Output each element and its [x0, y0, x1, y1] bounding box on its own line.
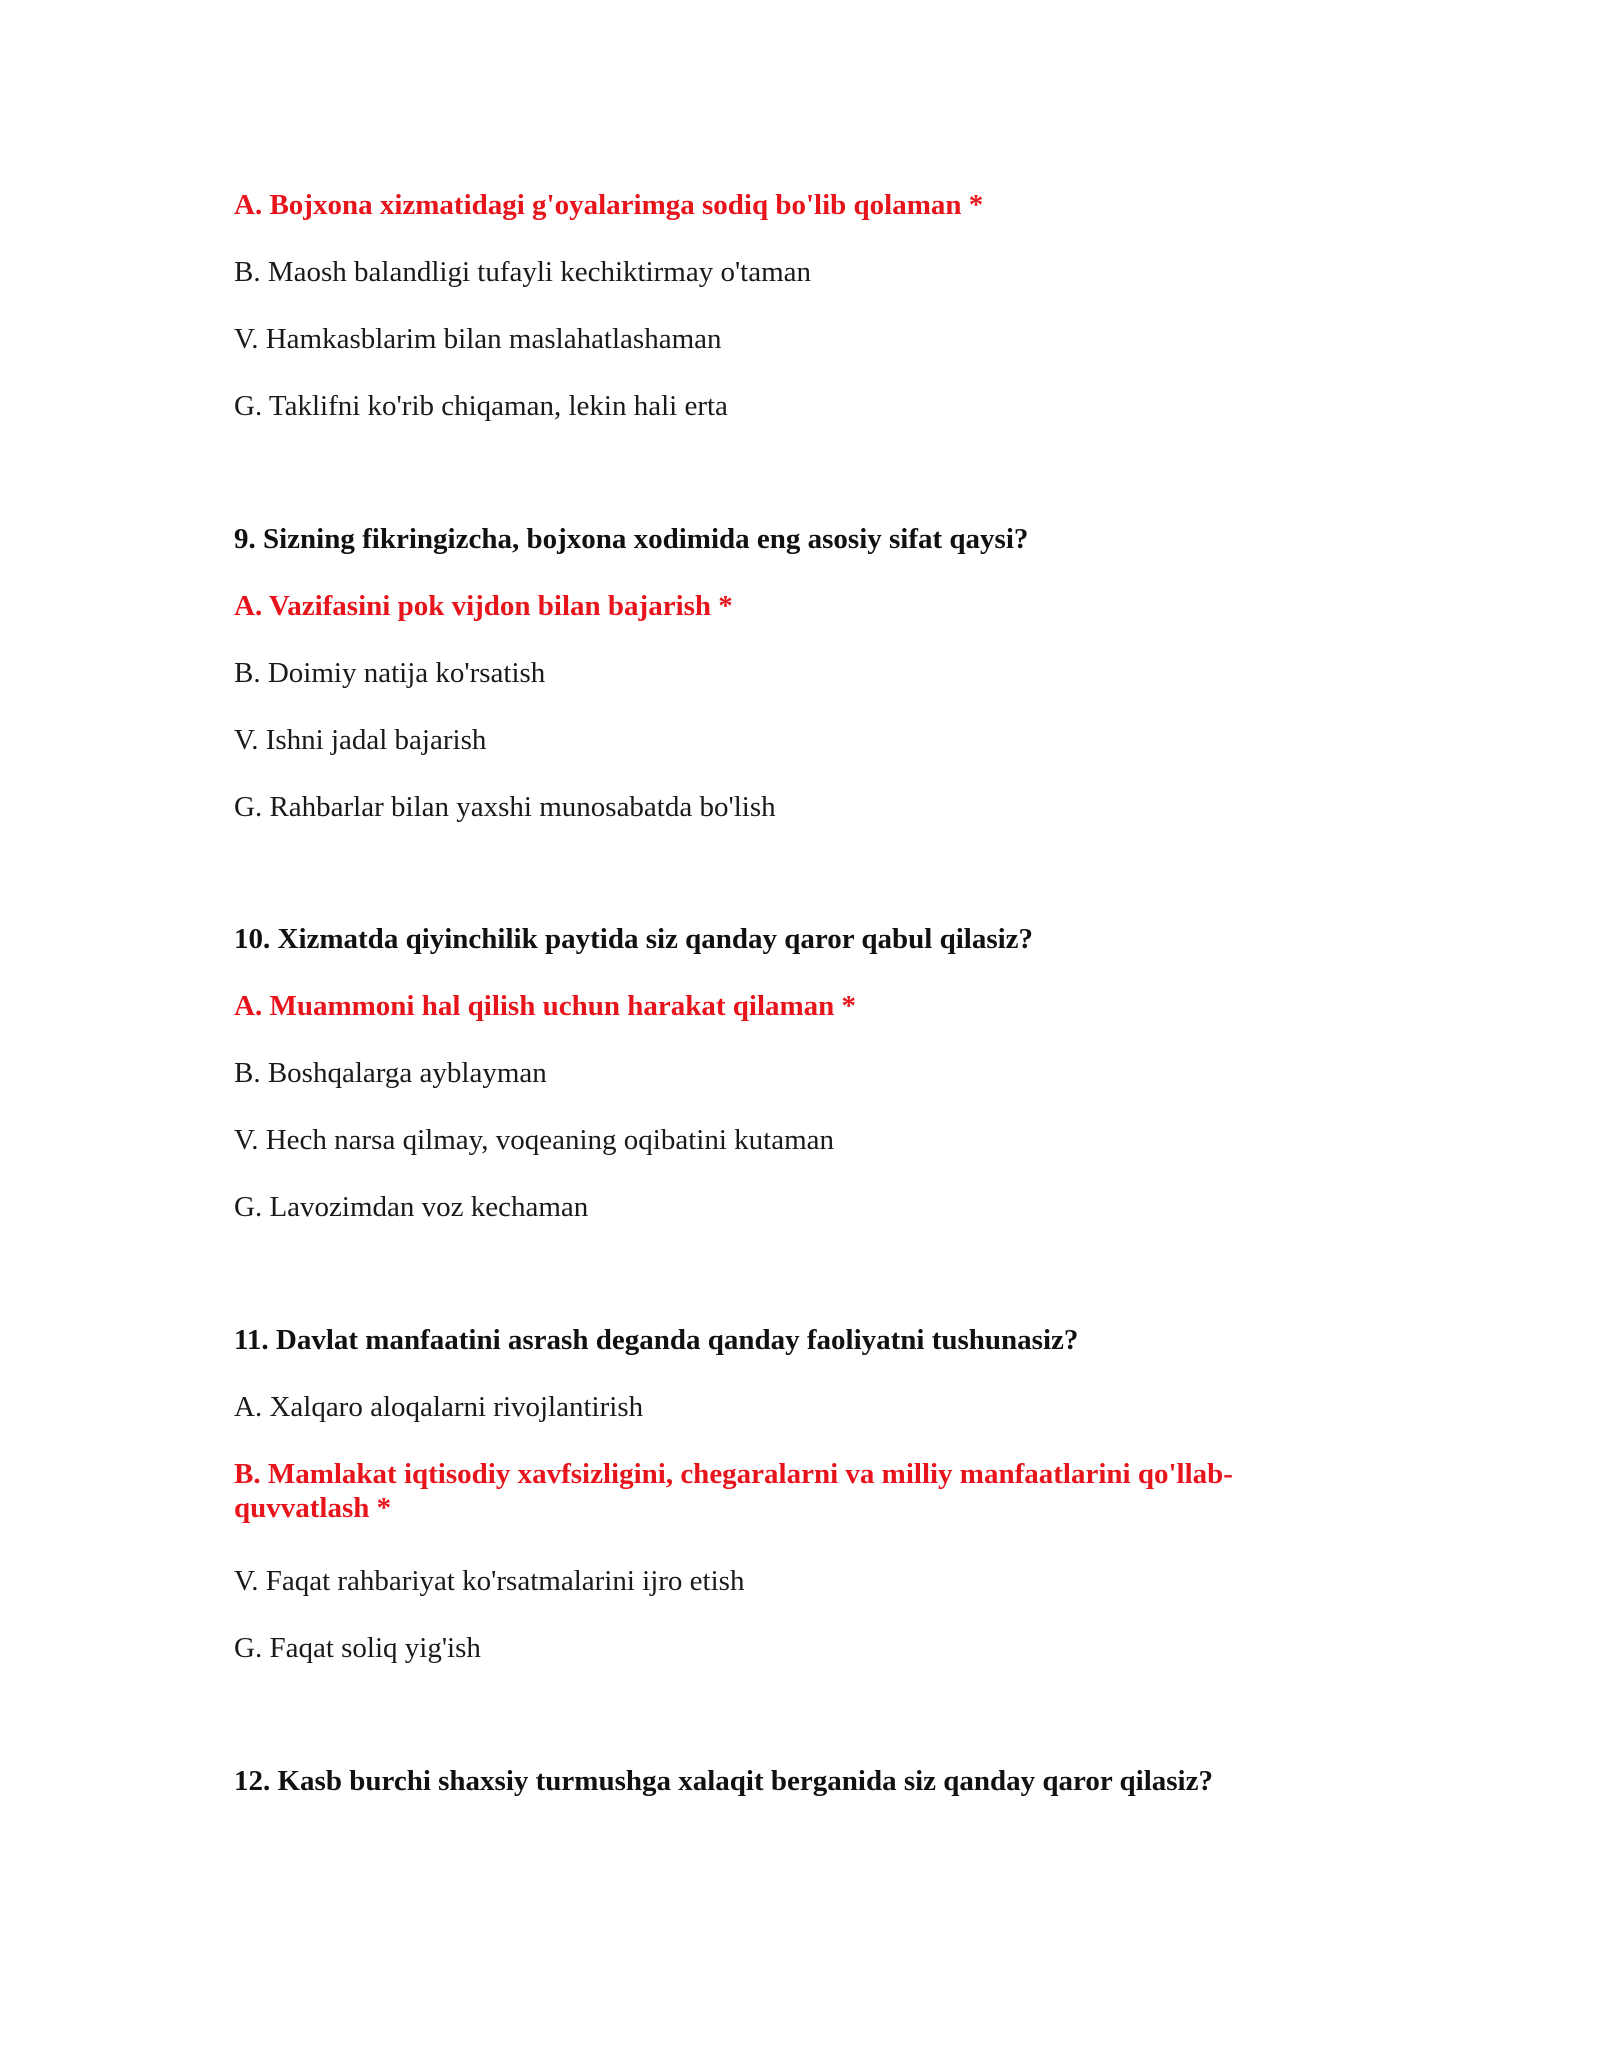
answer-option: V. Ishni jadal bajarish [234, 724, 487, 756]
question-9: 9. Sizning fikringizcha, bojxona xodimida eng asosiy sifat qaysi? [234, 523, 1029, 555]
answer-option: G. Taklifni ko'rib chiqaman, lekin hali erta [234, 390, 728, 422]
question-12: 12. Kasb burchi shaxsiy turmushga xalaqit berganida siz qanday qaror qilasiz? [234, 1765, 1213, 1797]
answer-option: A. Xalqaro aloqalarni rivojlantirish [234, 1391, 644, 1423]
answer-option: G. Lavozimdan voz kechaman [234, 1191, 589, 1223]
answer-option: B. Maosh balandligi tufayli kechiktirmay o'taman [234, 256, 812, 288]
question-11: 11. Davlat manfaatini asrash deganda qanday faoliyatni tushunasiz? [234, 1324, 1079, 1356]
answer-option: V. Hamkasblarim bilan maslahatlashaman [234, 323, 722, 355]
answer-option-correct: A. Bojxona xizmatidagi g'oyalarimga sodiq bo'lib qolaman * [234, 189, 984, 221]
answer-option-correct: A. Muammoni hal qilish uchun harakat qilaman * [234, 990, 857, 1022]
answer-option: B. Doimiy natija ko'rsatish [234, 657, 546, 689]
answer-option: V. Hech narsa qilmay, voqeaning oqibatini kutaman [234, 1124, 834, 1156]
answer-option-correct: B. Mamlakat iqtisodiy xavfsizligini, chegaralarni va milliy manfaatlarini qo'llab-quvvatlash * [234, 1458, 1233, 1524]
answer-option: B. Boshqalarga ayblayman [234, 1057, 547, 1089]
answer-option: G. Faqat soliq yig'ish [234, 1632, 481, 1664]
answer-option-correct: A. Vazifasini pok vijdon bilan bajarish * [234, 590, 733, 622]
answer-option: V. Faqat rahbariyat ko'rsatmalarini ijro etish [234, 1565, 745, 1597]
question-10: 10. Xizmatda qiyinchilik paytida siz qanday qaror qabul qilasiz? [234, 923, 1034, 955]
answer-option: G. Rahbarlar bilan yaxshi munosabatda bo'lish [234, 791, 776, 823]
